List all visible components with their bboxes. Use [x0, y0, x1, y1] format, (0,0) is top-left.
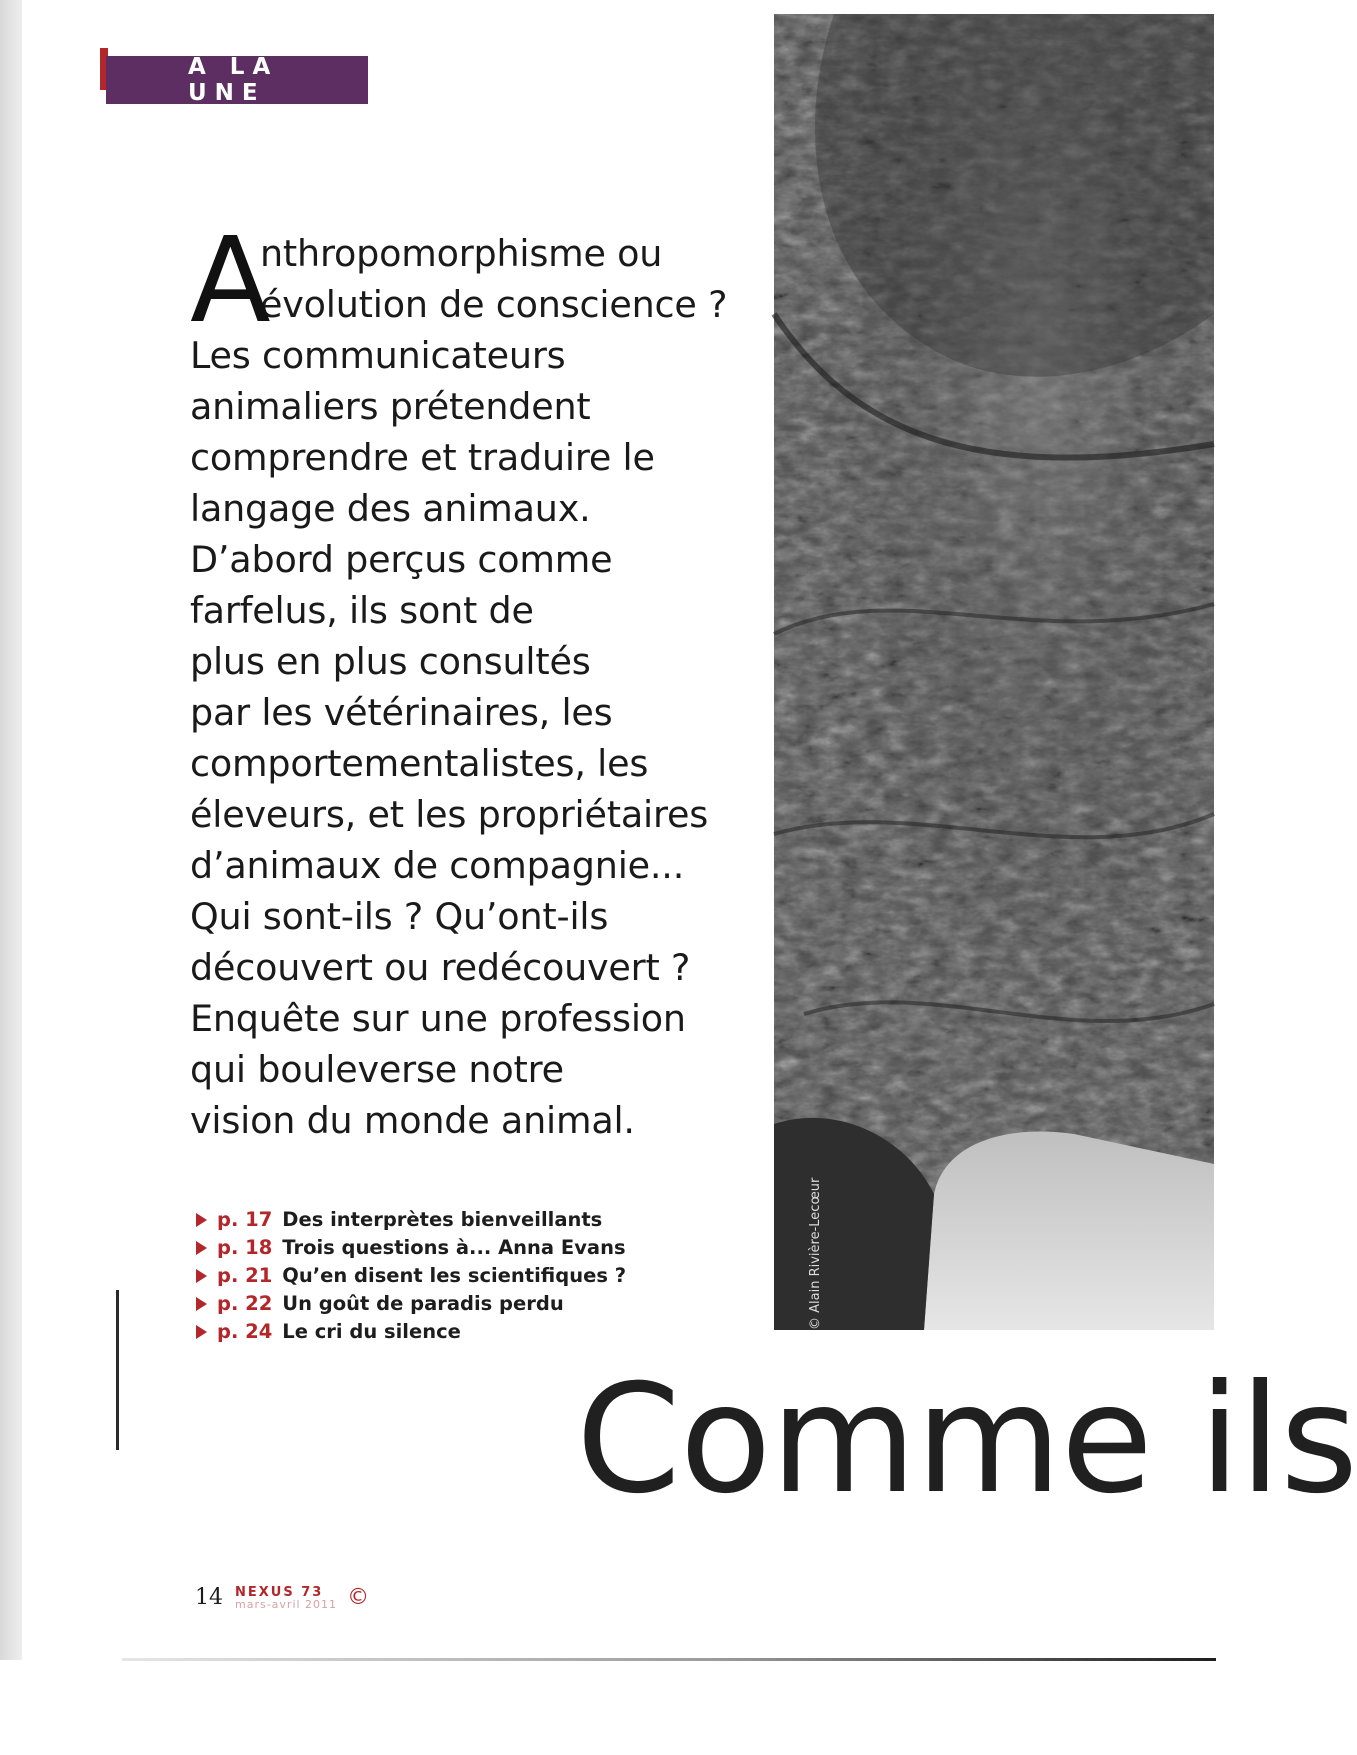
- reference-page: p. 17: [217, 1208, 273, 1231]
- reference-page: p. 22: [217, 1292, 273, 1315]
- reference-page: p. 24: [217, 1320, 273, 1343]
- intro-line: comportementalistes, les: [190, 742, 649, 785]
- intro-line: plus en plus consultés: [190, 640, 591, 683]
- reference-item: [196, 1262, 626, 1290]
- reference-page: p. 21: [217, 1264, 273, 1287]
- reference-title: Trois questions à... Anna Evans: [282, 1236, 626, 1259]
- scan-edge-line: [116, 1290, 119, 1450]
- intro-line: farfelus, ils sont de: [190, 589, 534, 632]
- reference-title: Un goût de paradis perdu: [282, 1292, 564, 1315]
- intro-line: animaliers prétendent: [190, 385, 591, 428]
- intro-line: éleveurs, et les propriétaires: [190, 793, 709, 836]
- magazine-name: NEXUS 73: [235, 1585, 324, 1600]
- reference-item: [196, 1318, 626, 1346]
- page-footer: [195, 1585, 369, 1610]
- triangle-bullet-icon: [196, 1241, 207, 1255]
- intro-line: comprendre et traduire le: [190, 436, 655, 479]
- triangle-bullet-icon: [196, 1325, 207, 1339]
- reference-item: [196, 1290, 626, 1318]
- reference-item: [196, 1234, 626, 1262]
- intro-line: Qui sont-ils ? Qu’ont-ils: [190, 895, 609, 938]
- intro-lead: [190, 211, 750, 349]
- elephant-skin-illustration: [774, 14, 1214, 1330]
- magazine-info: [235, 1586, 337, 1610]
- issue-date: mars-avril 2011: [235, 1598, 338, 1611]
- triangle-bullet-icon: [196, 1213, 207, 1227]
- copyright-icon: ©: [347, 1585, 370, 1610]
- bottom-rule: [122, 1658, 1216, 1661]
- triangle-bullet-icon: [196, 1269, 207, 1283]
- reference-page: p. 18: [217, 1236, 273, 1259]
- intro-line: découvert ou redécouvert ?: [190, 946, 691, 989]
- reference-item: [196, 1206, 626, 1234]
- page-number: 14: [195, 1585, 223, 1610]
- intro-line: d’animaux de compagnie...: [190, 844, 685, 887]
- intro-line: Enquête sur une profession: [190, 997, 686, 1040]
- triangle-bullet-icon: [196, 1297, 207, 1311]
- intro-line: qui bouleverse notre: [190, 1048, 564, 1091]
- intro-line: Les communicateurs: [190, 334, 566, 377]
- intro-line: nthropomorphisme ou: [260, 232, 663, 275]
- photo-credit: © Alain Rivière-Lecœur: [808, 1177, 823, 1330]
- dropcap: A: [190, 211, 271, 349]
- rubric-tag: À LA UNE: [106, 56, 368, 104]
- article-references: [196, 1206, 626, 1346]
- intro-paragraph: [190, 211, 750, 1146]
- reference-title: Qu’en disent les scientifiques ?: [282, 1264, 627, 1287]
- intro-line: vision du monde animal.: [190, 1099, 635, 1142]
- intro-line: évolution de conscience ?: [260, 283, 728, 326]
- reference-title: Des interprètes bienveillants: [282, 1208, 603, 1231]
- elephant-skin-photo: [774, 14, 1214, 1330]
- reference-title: Le cri du silence: [282, 1320, 461, 1343]
- intro-line: D’abord perçus comme: [190, 538, 613, 581]
- intro-line: par les vétérinaires, les: [190, 691, 613, 734]
- scan-margin: [0, 0, 22, 1660]
- intro-line: langage des animaux.: [190, 487, 591, 530]
- headline: Comme ils: [576, 1353, 1357, 1527]
